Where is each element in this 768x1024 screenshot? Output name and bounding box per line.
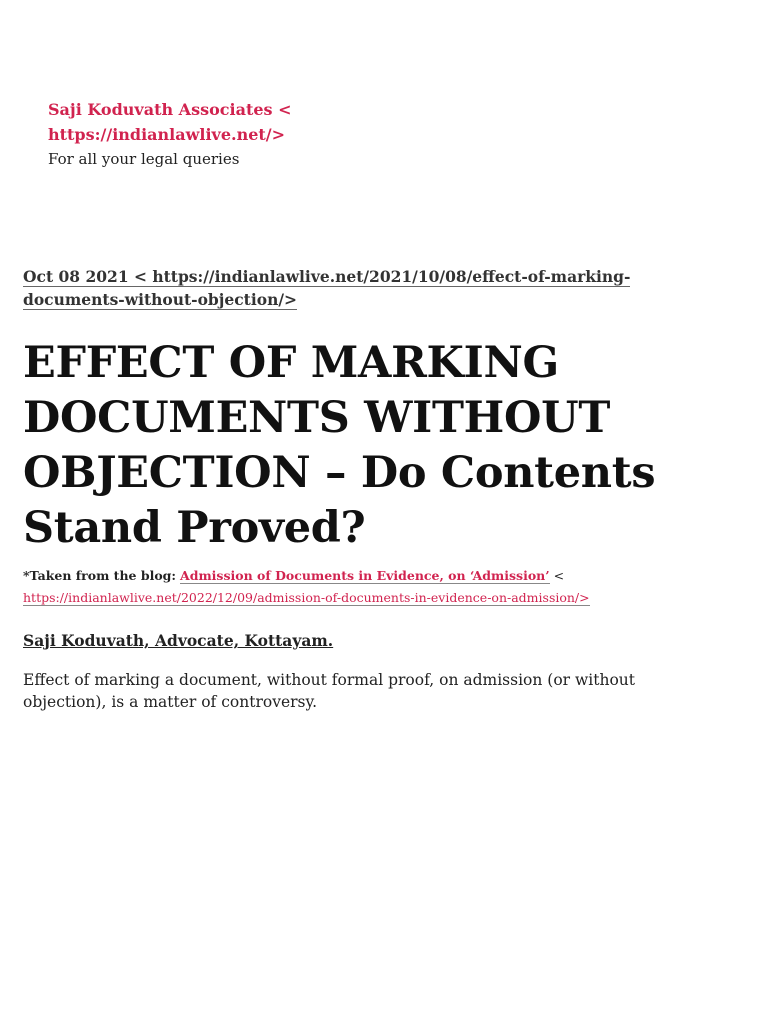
author-byline: Saji Koduvath, Advocate, Kottayam.	[23, 631, 334, 650]
post-title: EFFECT OF MARKING DOCUMENTS WITHOUT OBJECTION – Do Contents Stand Proved?	[23, 338, 656, 553]
source-note-prefix: *Taken from the blog:	[23, 568, 177, 583]
source-note	[23, 565, 743, 609]
body-paragraph: Effect of marking a document, without formal proof, on admission (or without objection), is a matter of controversy.	[23, 671, 635, 711]
post-date-link[interactable]: Oct 08 2021 < https://indianlawlive.net/2021/10/08/effect-of-marking-documents-without-objection/>	[23, 267, 631, 309]
post-date	[23, 265, 713, 311]
source-blog-link[interactable]: Admission of Documents in Evidence, on ‘Admission’	[180, 568, 550, 583]
source-url-link[interactable]: https://indianlawlive.net/2022/12/09/admission-of-documents-in-evidence-on-admission/>	[23, 590, 590, 605]
site-tagline: For all your legal queries	[48, 150, 240, 168]
site-header	[48, 97, 468, 170]
source-open-bracket: <	[553, 568, 565, 583]
site-title-link[interactable]: Saji Koduvath Associates < https://indianlawlive.net/>	[48, 100, 292, 144]
